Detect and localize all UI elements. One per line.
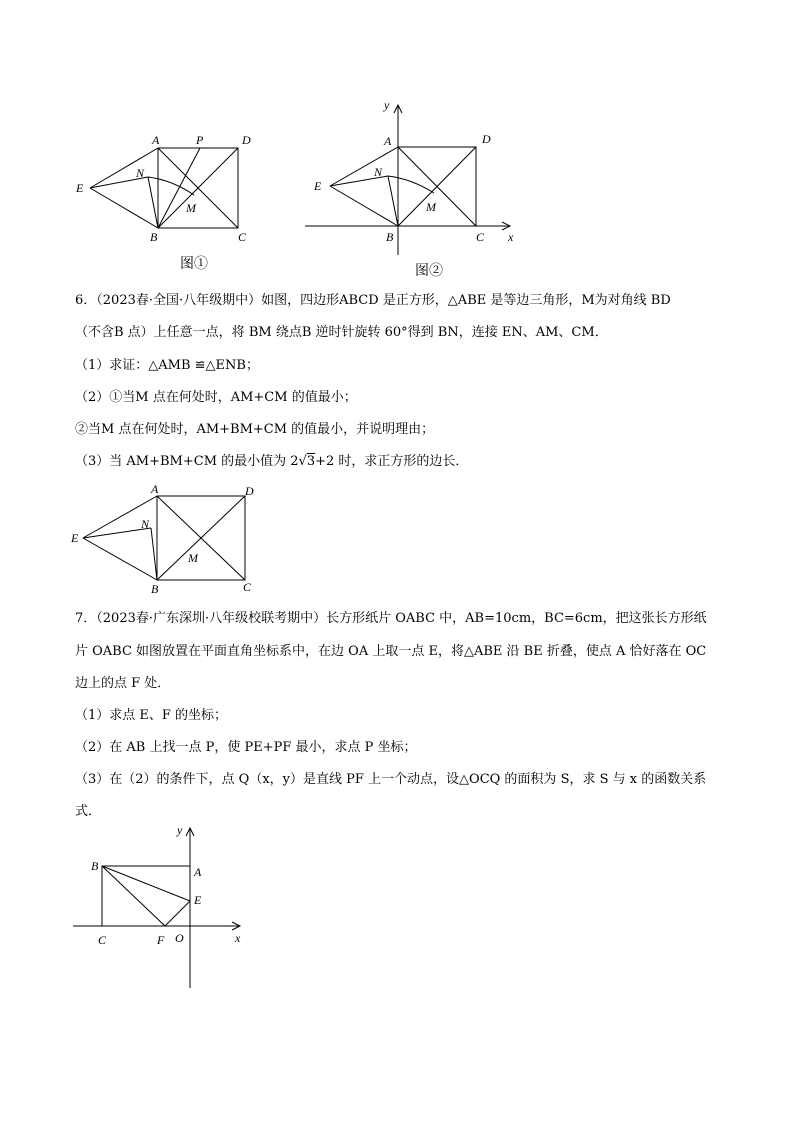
label-x: x (235, 931, 241, 945)
segment-fe (165, 901, 190, 926)
label-x: x (508, 230, 514, 244)
label-m: M (426, 200, 436, 214)
label-c: C (238, 230, 247, 244)
q6-line-2: （不含B 点）上任意一点，将 BM 绕点B 逆时针旋转 60°得到 BN，连接 EN、AM、CM． (75, 325, 608, 340)
q6-line-6 (75, 453, 468, 471)
label-d: D (242, 133, 251, 147)
label-a: A (194, 865, 202, 879)
q6-line-6-post: +2 时，求正方形的边长． (315, 454, 469, 469)
label-b: B (150, 230, 158, 244)
segment-nb (151, 528, 157, 580)
label-n: N (374, 165, 383, 179)
label-a: A (152, 133, 160, 147)
label-a: A (151, 482, 159, 496)
label-n: N (136, 166, 145, 180)
label-e: E (76, 181, 84, 195)
label-y: y (384, 98, 390, 112)
q6-line-1: 6．（2023春·全国·八年级期中）如图，四边形ABCD 是正方形，△ABE 是等边三角形，M为对角线 BD (75, 293, 671, 308)
figure-1-caption: 图① (180, 256, 208, 272)
q7-line-6: （3）在（2）的条件下，点 Q（x，y）是直线 PF 上一个动点，设△OCQ 的面积为 S，求 S 与 x 的函数关系 (75, 772, 707, 787)
label-p: P (196, 133, 204, 147)
q7-line-2: 片 OABC 如图放置在平面直角坐标系中，在边 OA 上取一点 E，将△ABE 沿 BE 折叠，使点 A 恰好落在 OC (75, 644, 707, 659)
segment-eb (83, 538, 157, 580)
figure-2 (300, 95, 530, 260)
label-b: B (386, 230, 394, 244)
segment-eb (330, 186, 398, 226)
arc-nm (388, 176, 434, 193)
q7-line-1: 7．（2023春·广东深圳·八年级校联考期中）长方形纸片 OABC 中，AB=10cm，BC=6cm，把这张长方形纸 (75, 611, 707, 626)
figure-2-caption: 图② (415, 263, 443, 279)
label-o: O (175, 931, 184, 945)
q7-line-4: （1）求点 E、F 的坐标； (75, 708, 228, 723)
q6-radicand: 3 (306, 454, 316, 469)
label-a: A (384, 134, 392, 148)
label-c: C (98, 933, 107, 947)
segment-be (102, 866, 190, 901)
label-f: F (157, 933, 165, 947)
label-m: M (186, 201, 196, 215)
label-m: M (188, 551, 198, 565)
label-e: E (314, 179, 322, 193)
segment-nb (388, 176, 398, 226)
q6-line-3: （1）求证：△AMB ≌△ENB； (75, 358, 259, 373)
figure-q6 (65, 480, 275, 595)
q6-line-4: （2）①当M 点在何处时，AM+CM 的值最小； (75, 390, 357, 405)
q7-line-5: （2）在 AB 上找一点 P，使 PE+PF 最小，求点 P 坐标； (75, 740, 417, 755)
segment-eb (90, 188, 158, 228)
label-c: C (476, 230, 485, 244)
label-n: N (141, 517, 150, 531)
q6-line-5: ②当M 点在何处时，AM+BM+CM 的值最小，并说明理由； (75, 422, 435, 437)
label-b: B (151, 582, 159, 595)
q6-line-6-pre: （3）当 AM+BM+CM 的最小值为 2 (75, 454, 299, 469)
figure-q7 (65, 820, 255, 992)
sqrt-sign: √ (298, 454, 307, 469)
label-b: B (91, 859, 99, 873)
arc-nm (148, 177, 194, 195)
label-e: E (71, 531, 79, 545)
figure-1 (60, 125, 280, 255)
label-d: D (482, 132, 491, 146)
segment-nb (148, 177, 158, 228)
segment-bf (102, 866, 165, 926)
q7-line-7: 式． (75, 804, 102, 819)
segment-bp (158, 148, 200, 228)
label-c: C (243, 580, 252, 594)
q7-line-3: 边上的点 F 处． (75, 676, 171, 691)
label-e: E (194, 893, 202, 907)
label-y: y (177, 823, 183, 837)
label-d: D (245, 484, 254, 498)
